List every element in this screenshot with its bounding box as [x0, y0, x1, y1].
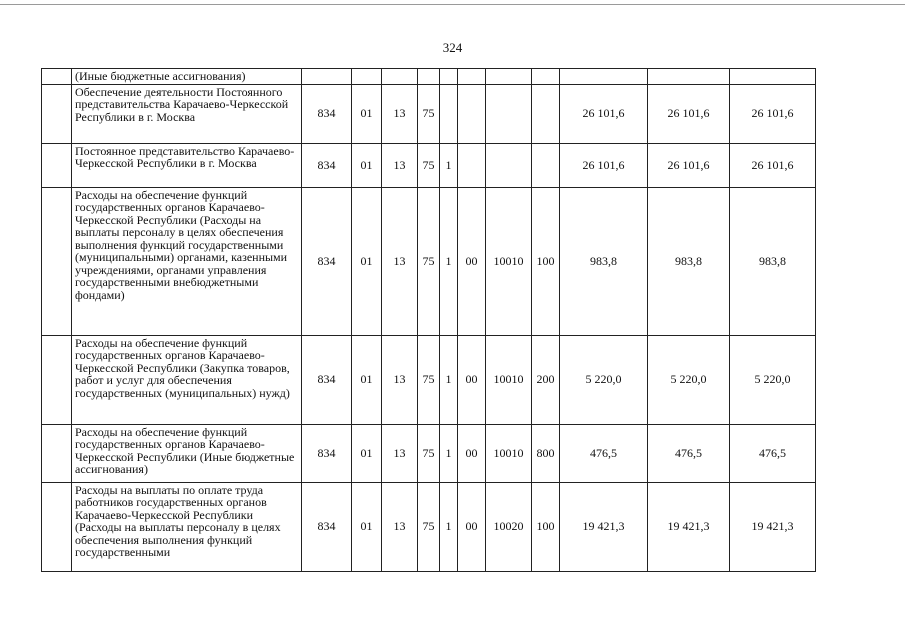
section-code: [352, 69, 382, 85]
amount-year-1: 19 421,3: [560, 482, 648, 571]
amount-year-3: 26 101,6: [730, 84, 816, 143]
amount-year-1: [560, 69, 648, 85]
budget-table: [41, 68, 816, 572]
subsection-code: 13: [382, 482, 418, 571]
subsection-code: 13: [382, 424, 418, 482]
index-cell: [42, 482, 72, 571]
item-name: Обеспечение деятельности Постоянного представительства Карачаево-Черкесской Республики в г. Москва: [72, 84, 302, 143]
activity-code: [458, 69, 486, 85]
ministry-code: 834: [302, 335, 352, 424]
activity-code: [458, 84, 486, 143]
expense-type-code: [532, 143, 560, 187]
index-cell: [42, 335, 72, 424]
expense-type-code: [532, 84, 560, 143]
subsection-code: 13: [382, 335, 418, 424]
ministry-code: 834: [302, 84, 352, 143]
ministry-code: 834: [302, 187, 352, 335]
table-row: [42, 143, 816, 187]
item-name: Постоянное представительство Карачаево-Черкесской Республики в г. Москва: [72, 143, 302, 187]
expense-type-code: 200: [532, 335, 560, 424]
expense-type-code: 100: [532, 187, 560, 335]
direction-code: [486, 84, 532, 143]
ministry-code: 834: [302, 143, 352, 187]
amount-year-2: 19 421,3: [648, 482, 730, 571]
amount-year-3: 983,8: [730, 187, 816, 335]
index-cell: [42, 69, 72, 85]
activity-code: [458, 143, 486, 187]
section-code: 01: [352, 482, 382, 571]
program-code: 75: [418, 482, 440, 571]
direction-code: [486, 143, 532, 187]
item-name: Расходы на обеспечение функций государственных органов Карачаево-Черкесской Республики (Расходы на выплаты персоналу в целях обеспечения выполнения функций государственными (муниципальными) органами, казенными учреждениями, органами управления государственными внебюджетными фондами): [72, 187, 302, 335]
ministry-code: 834: [302, 482, 352, 571]
section-code: 01: [352, 335, 382, 424]
amount-year-3: 476,5: [730, 424, 816, 482]
index-cell: [42, 187, 72, 335]
table-row: [42, 424, 816, 482]
item-name: Расходы на обеспечение функций государственных органов Карачаево-Черкесской Республики (Иные бюджетные ассигнования): [72, 424, 302, 482]
expense-type-code: 100: [532, 482, 560, 571]
amount-year-1: 26 101,6: [560, 84, 648, 143]
section-code: 01: [352, 187, 382, 335]
amount-year-3: [730, 69, 816, 85]
page-number: 324: [442, 40, 463, 55]
direction-code: 10010: [486, 424, 532, 482]
program-code: 75: [418, 335, 440, 424]
amount-year-3: 5 220,0: [730, 335, 816, 424]
table-row: [42, 335, 816, 424]
item-name: Расходы на обеспечение функций государственных органов Карачаево-Черкесской Республики (Закупка товаров, работ и услуг для обеспечения государственных (муниципальных) нужд): [72, 335, 302, 424]
amount-year-2: [648, 69, 730, 85]
subsection-code: 13: [382, 143, 418, 187]
amount-year-1: 983,8: [560, 187, 648, 335]
index-cell: [42, 424, 72, 482]
item-name: (Иные бюджетные ассигнования): [72, 69, 302, 85]
table-row: [42, 482, 816, 571]
index-cell: [42, 84, 72, 143]
program-code: 75: [418, 424, 440, 482]
ministry-code: [302, 69, 352, 85]
section-code: 01: [352, 143, 382, 187]
amount-year-2: 26 101,6: [648, 143, 730, 187]
table-row: [42, 187, 816, 335]
expense-type-code: [532, 69, 560, 85]
amount-year-3: 26 101,6: [730, 143, 816, 187]
activity-code: 00: [458, 335, 486, 424]
subprogram-code: [440, 69, 458, 85]
direction-code: [486, 69, 532, 85]
activity-code: 00: [458, 187, 486, 335]
direction-code: 10010: [486, 187, 532, 335]
amount-year-2: 983,8: [648, 187, 730, 335]
amount-year-2: 5 220,0: [648, 335, 730, 424]
program-code: [418, 69, 440, 85]
amount-year-3: 19 421,3: [730, 482, 816, 571]
amount-year-2: 26 101,6: [648, 84, 730, 143]
program-code: 75: [418, 187, 440, 335]
amount-year-1: 5 220,0: [560, 335, 648, 424]
expense-type-code: 800: [532, 424, 560, 482]
section-code: 01: [352, 84, 382, 143]
direction-code: 10010: [486, 335, 532, 424]
section-code: 01: [352, 424, 382, 482]
program-code: 75: [418, 84, 440, 143]
activity-code: 00: [458, 482, 486, 571]
amount-year-1: 26 101,6: [560, 143, 648, 187]
subprogram-code: 1: [440, 424, 458, 482]
program-code: 75: [418, 143, 440, 187]
amount-year-2: 476,5: [648, 424, 730, 482]
subprogram-code: [440, 84, 458, 143]
subprogram-code: 1: [440, 143, 458, 187]
table-row: [42, 69, 816, 85]
subprogram-code: 1: [440, 187, 458, 335]
subprogram-code: 1: [440, 335, 458, 424]
amount-year-1: 476,5: [560, 424, 648, 482]
ministry-code: 834: [302, 424, 352, 482]
activity-code: 00: [458, 424, 486, 482]
direction-code: 10020: [486, 482, 532, 571]
item-name: Расходы на выплаты по оплате труда работников государственных органов Карачаево-Черкесской Республики (Расходы на выплаты персоналу в целях обеспечения выполнения функций государственными: [72, 482, 302, 571]
index-cell: [42, 143, 72, 187]
subsection-code: 13: [382, 187, 418, 335]
subprogram-code: 1: [440, 482, 458, 571]
subsection-code: [382, 69, 418, 85]
table-row: [42, 84, 816, 143]
scan-top-line: [0, 4, 905, 5]
subsection-code: 13: [382, 84, 418, 143]
